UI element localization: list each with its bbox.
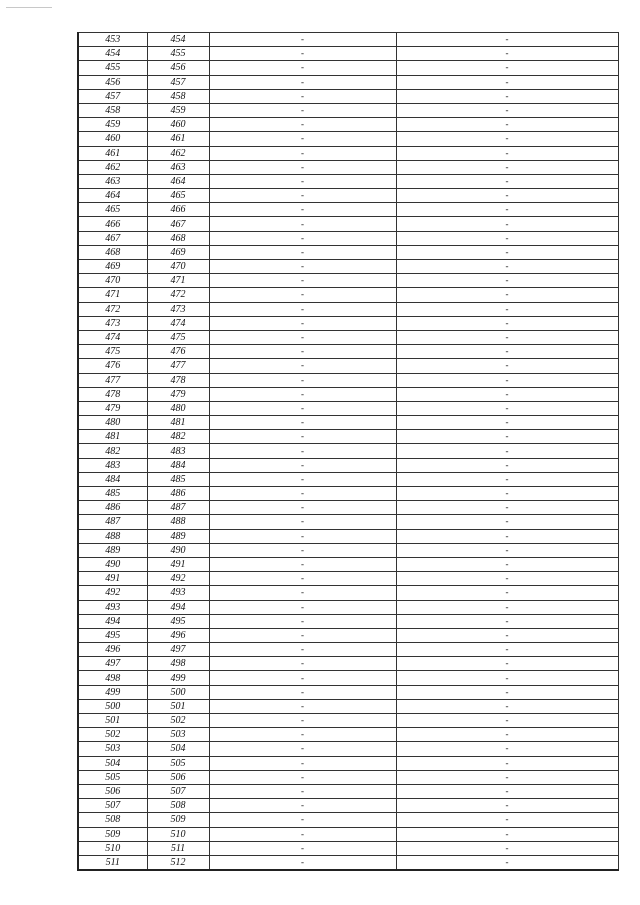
value-cell-a: - — [209, 132, 396, 146]
table-row — [78, 728, 618, 742]
range-end-cell: 460 — [147, 118, 209, 132]
range-end-cell: 459 — [147, 103, 209, 117]
value-cell-b: - — [396, 359, 618, 373]
value-cell-b: - — [396, 799, 618, 813]
range-start-cell: 461 — [78, 146, 147, 160]
table-row — [78, 260, 618, 274]
table-row — [78, 458, 618, 472]
value-cell-b: - — [396, 260, 618, 274]
table-row — [78, 359, 618, 373]
range-end-cell: 465 — [147, 189, 209, 203]
table-row — [78, 543, 618, 557]
table-row — [78, 628, 618, 642]
value-cell-a: - — [209, 146, 396, 160]
table-row — [78, 345, 618, 359]
table-row — [78, 756, 618, 770]
range-start-cell: 505 — [78, 770, 147, 784]
range-start-cell: 491 — [78, 572, 147, 586]
range-start-cell: 504 — [78, 756, 147, 770]
range-start-cell: 484 — [78, 472, 147, 486]
value-cell-b: - — [396, 89, 618, 103]
value-cell-b: - — [396, 444, 618, 458]
value-cell-a: - — [209, 330, 396, 344]
table-row — [78, 742, 618, 756]
range-end-cell: 503 — [147, 728, 209, 742]
table-row — [78, 47, 618, 61]
range-end-cell: 497 — [147, 643, 209, 657]
table-row — [78, 600, 618, 614]
table-row — [78, 61, 618, 75]
range-start-cell: 500 — [78, 699, 147, 713]
range-start-cell: 485 — [78, 487, 147, 501]
table-row — [78, 33, 618, 47]
range-end-cell: 509 — [147, 813, 209, 827]
value-cell-b: - — [396, 643, 618, 657]
table-row — [78, 174, 618, 188]
value-cell-b: - — [396, 671, 618, 685]
value-cell-a: - — [209, 841, 396, 855]
range-end-cell: 494 — [147, 600, 209, 614]
range-start-cell: 462 — [78, 160, 147, 174]
value-cell-b: - — [396, 756, 618, 770]
value-cell-b: - — [396, 430, 618, 444]
scan-mark — [6, 7, 52, 8]
value-cell-b: - — [396, 75, 618, 89]
table-row — [78, 245, 618, 259]
value-cell-b: - — [396, 416, 618, 430]
value-cell-b: - — [396, 728, 618, 742]
range-start-cell: 477 — [78, 373, 147, 387]
table-row — [78, 288, 618, 302]
value-cell-a: - — [209, 444, 396, 458]
range-start-cell: 478 — [78, 387, 147, 401]
value-cell-a: - — [209, 472, 396, 486]
value-cell-a: - — [209, 33, 396, 47]
range-start-cell: 468 — [78, 245, 147, 259]
range-end-cell: 470 — [147, 260, 209, 274]
value-cell-b: - — [396, 458, 618, 472]
table-row — [78, 855, 618, 870]
table-row — [78, 487, 618, 501]
value-cell-b: - — [396, 600, 618, 614]
table-row — [78, 685, 618, 699]
value-cell-a: - — [209, 302, 396, 316]
range-end-cell: 504 — [147, 742, 209, 756]
value-cell-a: - — [209, 728, 396, 742]
range-start-cell: 455 — [78, 61, 147, 75]
range-start-cell: 494 — [78, 614, 147, 628]
value-cell-a: - — [209, 231, 396, 245]
range-end-cell: 487 — [147, 501, 209, 515]
value-cell-a: - — [209, 217, 396, 231]
value-cell-a: - — [209, 714, 396, 728]
value-cell-a: - — [209, 614, 396, 628]
range-start-cell: 456 — [78, 75, 147, 89]
value-cell-a: - — [209, 274, 396, 288]
value-cell-a: - — [209, 501, 396, 515]
range-end-cell: 468 — [147, 231, 209, 245]
value-cell-a: - — [209, 529, 396, 543]
value-cell-b: - — [396, 231, 618, 245]
table-row — [78, 572, 618, 586]
value-cell-b: - — [396, 770, 618, 784]
value-cell-a: - — [209, 401, 396, 415]
range-start-cell: 469 — [78, 260, 147, 274]
value-cell-a: - — [209, 373, 396, 387]
value-cell-a: - — [209, 543, 396, 557]
value-cell-a: - — [209, 89, 396, 103]
table-row — [78, 529, 618, 543]
table-row — [78, 189, 618, 203]
range-start-cell: 506 — [78, 784, 147, 798]
table-row — [78, 217, 618, 231]
range-start-cell: 453 — [78, 33, 147, 47]
value-cell-b: - — [396, 47, 618, 61]
value-cell-b: - — [396, 118, 618, 132]
range-start-cell: 488 — [78, 529, 147, 543]
value-cell-b: - — [396, 742, 618, 756]
value-cell-b: - — [396, 345, 618, 359]
range-start-cell: 511 — [78, 855, 147, 870]
range-start-cell: 483 — [78, 458, 147, 472]
value-cell-a: - — [209, 61, 396, 75]
range-end-cell: 481 — [147, 416, 209, 430]
table-row — [78, 472, 618, 486]
value-cell-a: - — [209, 643, 396, 657]
range-end-cell: 462 — [147, 146, 209, 160]
range-start-cell: 501 — [78, 714, 147, 728]
value-cell-b: - — [396, 487, 618, 501]
value-cell-b: - — [396, 61, 618, 75]
value-cell-b: - — [396, 685, 618, 699]
value-cell-b: - — [396, 784, 618, 798]
value-cell-a: - — [209, 827, 396, 841]
table-row — [78, 444, 618, 458]
value-cell-a: - — [209, 855, 396, 870]
value-cell-a: - — [209, 742, 396, 756]
table-row — [78, 231, 618, 245]
value-cell-b: - — [396, 543, 618, 557]
table-row — [78, 302, 618, 316]
value-cell-a: - — [209, 813, 396, 827]
range-start-cell: 487 — [78, 515, 147, 529]
range-end-cell: 482 — [147, 430, 209, 444]
value-cell-a: - — [209, 685, 396, 699]
range-start-cell: 499 — [78, 685, 147, 699]
table-row — [78, 557, 618, 571]
range-start-cell: 489 — [78, 543, 147, 557]
range-end-cell: 496 — [147, 628, 209, 642]
range-start-cell: 470 — [78, 274, 147, 288]
table-row — [78, 614, 618, 628]
value-cell-a: - — [209, 430, 396, 444]
value-cell-b: - — [396, 401, 618, 415]
value-cell-a: - — [209, 657, 396, 671]
range-start-cell: 481 — [78, 430, 147, 444]
range-start-cell: 507 — [78, 799, 147, 813]
value-cell-b: - — [396, 628, 618, 642]
value-cell-b: - — [396, 855, 618, 870]
range-end-cell: 474 — [147, 316, 209, 330]
range-end-cell: 455 — [147, 47, 209, 61]
range-end-cell: 464 — [147, 174, 209, 188]
value-cell-b: - — [396, 302, 618, 316]
value-cell-b: - — [396, 657, 618, 671]
range-start-cell: 497 — [78, 657, 147, 671]
value-cell-b: - — [396, 714, 618, 728]
range-end-cell: 472 — [147, 288, 209, 302]
value-cell-b: - — [396, 330, 618, 344]
value-cell-a: - — [209, 600, 396, 614]
table-row — [78, 714, 618, 728]
range-end-cell: 490 — [147, 543, 209, 557]
range-start-cell: 459 — [78, 118, 147, 132]
table-row — [78, 330, 618, 344]
value-cell-a: - — [209, 515, 396, 529]
value-cell-b: - — [396, 501, 618, 515]
value-cell-a: - — [209, 203, 396, 217]
range-end-cell: 469 — [147, 245, 209, 259]
table-row — [78, 274, 618, 288]
range-end-cell: 478 — [147, 373, 209, 387]
range-start-cell: 472 — [78, 302, 147, 316]
table-row — [78, 118, 618, 132]
value-cell-b: - — [396, 813, 618, 827]
range-start-cell: 492 — [78, 586, 147, 600]
table-row — [78, 316, 618, 330]
range-end-cell: 475 — [147, 330, 209, 344]
range-start-cell: 503 — [78, 742, 147, 756]
value-cell-b: - — [396, 373, 618, 387]
range-end-cell: 486 — [147, 487, 209, 501]
table-row — [78, 401, 618, 415]
range-start-cell: 493 — [78, 600, 147, 614]
range-end-cell: 463 — [147, 160, 209, 174]
range-end-cell: 473 — [147, 302, 209, 316]
table-row — [78, 586, 618, 600]
table-row — [78, 671, 618, 685]
range-start-cell: 486 — [78, 501, 147, 515]
range-start-cell: 460 — [78, 132, 147, 146]
value-cell-a: - — [209, 245, 396, 259]
value-cell-b: - — [396, 827, 618, 841]
table-row — [78, 784, 618, 798]
range-end-cell: 471 — [147, 274, 209, 288]
range-start-cell: 475 — [78, 345, 147, 359]
value-cell-b: - — [396, 217, 618, 231]
range-start-cell: 510 — [78, 841, 147, 855]
range-start-cell: 498 — [78, 671, 147, 685]
value-cell-a: - — [209, 557, 396, 571]
value-cell-a: - — [209, 770, 396, 784]
table-row — [78, 89, 618, 103]
range-start-cell: 509 — [78, 827, 147, 841]
range-end-cell: 480 — [147, 401, 209, 415]
range-end-cell: 493 — [147, 586, 209, 600]
value-cell-a: - — [209, 316, 396, 330]
range-start-cell: 466 — [78, 217, 147, 231]
value-cell-a: - — [209, 458, 396, 472]
table-row — [78, 373, 618, 387]
range-start-cell: 479 — [78, 401, 147, 415]
table-row — [78, 430, 618, 444]
table-row — [78, 515, 618, 529]
value-cell-a: - — [209, 416, 396, 430]
value-cell-b: - — [396, 146, 618, 160]
range-end-cell: 501 — [147, 699, 209, 713]
range-end-cell: 508 — [147, 799, 209, 813]
range-end-cell: 456 — [147, 61, 209, 75]
value-cell-a: - — [209, 189, 396, 203]
range-start-cell: 495 — [78, 628, 147, 642]
range-end-cell: 457 — [147, 75, 209, 89]
table-row — [78, 146, 618, 160]
value-cell-a: - — [209, 799, 396, 813]
range-end-cell: 500 — [147, 685, 209, 699]
value-cell-b: - — [396, 586, 618, 600]
table-row — [78, 813, 618, 827]
range-start-cell: 467 — [78, 231, 147, 245]
range-start-cell: 482 — [78, 444, 147, 458]
range-end-cell: 499 — [147, 671, 209, 685]
value-cell-b: - — [396, 160, 618, 174]
range-end-cell: 479 — [147, 387, 209, 401]
value-cell-b: - — [396, 245, 618, 259]
value-cell-a: - — [209, 628, 396, 642]
value-cell-b: - — [396, 472, 618, 486]
range-start-cell: 458 — [78, 103, 147, 117]
range-start-cell: 508 — [78, 813, 147, 827]
value-cell-a: - — [209, 345, 396, 359]
range-start-cell: 464 — [78, 189, 147, 203]
range-end-cell: 491 — [147, 557, 209, 571]
table-row — [78, 203, 618, 217]
range-end-cell: 498 — [147, 657, 209, 671]
value-cell-b: - — [396, 572, 618, 586]
value-cell-a: - — [209, 359, 396, 373]
range-end-cell: 454 — [147, 33, 209, 47]
range-start-cell: 463 — [78, 174, 147, 188]
range-end-cell: 502 — [147, 714, 209, 728]
range-end-cell: 488 — [147, 515, 209, 529]
value-cell-a: - — [209, 47, 396, 61]
range-end-cell: 477 — [147, 359, 209, 373]
document-table — [77, 32, 619, 871]
table-body — [78, 33, 618, 871]
value-cell-a: - — [209, 75, 396, 89]
table-row — [78, 643, 618, 657]
table-row — [78, 799, 618, 813]
table-row — [78, 770, 618, 784]
value-cell-a: - — [209, 160, 396, 174]
value-cell-b: - — [396, 841, 618, 855]
range-start-cell: 473 — [78, 316, 147, 330]
range-end-cell: 512 — [147, 855, 209, 870]
value-cell-b: - — [396, 515, 618, 529]
table-row — [78, 160, 618, 174]
value-cell-b: - — [396, 614, 618, 628]
table-row — [78, 501, 618, 515]
range-start-cell: 454 — [78, 47, 147, 61]
table-row — [78, 841, 618, 855]
document-table-container — [77, 32, 617, 871]
value-cell-a: - — [209, 103, 396, 117]
table-row — [78, 657, 618, 671]
table-row — [78, 416, 618, 430]
range-end-cell: 505 — [147, 756, 209, 770]
range-end-cell: 483 — [147, 444, 209, 458]
value-cell-b: - — [396, 33, 618, 47]
range-end-cell: 507 — [147, 784, 209, 798]
value-cell-a: - — [209, 699, 396, 713]
value-cell-a: - — [209, 756, 396, 770]
value-cell-b: - — [396, 699, 618, 713]
value-cell-a: - — [209, 586, 396, 600]
value-cell-b: - — [396, 557, 618, 571]
range-start-cell: 471 — [78, 288, 147, 302]
range-start-cell: 474 — [78, 330, 147, 344]
value-cell-b: - — [396, 203, 618, 217]
range-end-cell: 467 — [147, 217, 209, 231]
range-start-cell: 490 — [78, 557, 147, 571]
range-start-cell: 480 — [78, 416, 147, 430]
range-end-cell: 511 — [147, 841, 209, 855]
range-end-cell: 485 — [147, 472, 209, 486]
range-end-cell: 489 — [147, 529, 209, 543]
range-start-cell: 457 — [78, 89, 147, 103]
table-row — [78, 699, 618, 713]
table-row — [78, 103, 618, 117]
table-row — [78, 75, 618, 89]
value-cell-a: - — [209, 260, 396, 274]
range-start-cell: 496 — [78, 643, 147, 657]
range-end-cell: 495 — [147, 614, 209, 628]
range-start-cell: 502 — [78, 728, 147, 742]
value-cell-b: - — [396, 387, 618, 401]
value-cell-b: - — [396, 274, 618, 288]
range-end-cell: 492 — [147, 572, 209, 586]
value-cell-a: - — [209, 487, 396, 501]
value-cell-a: - — [209, 784, 396, 798]
value-cell-b: - — [396, 132, 618, 146]
table-row — [78, 132, 618, 146]
range-start-cell: 465 — [78, 203, 147, 217]
range-end-cell: 458 — [147, 89, 209, 103]
value-cell-a: - — [209, 387, 396, 401]
value-cell-b: - — [396, 316, 618, 330]
value-cell-a: - — [209, 288, 396, 302]
value-cell-a: - — [209, 174, 396, 188]
value-cell-b: - — [396, 529, 618, 543]
range-end-cell: 461 — [147, 132, 209, 146]
table-row — [78, 827, 618, 841]
value-cell-b: - — [396, 103, 618, 117]
table-row — [78, 387, 618, 401]
value-cell-b: - — [396, 189, 618, 203]
range-end-cell: 510 — [147, 827, 209, 841]
range-end-cell: 476 — [147, 345, 209, 359]
range-start-cell: 476 — [78, 359, 147, 373]
value-cell-a: - — [209, 572, 396, 586]
value-cell-b: - — [396, 174, 618, 188]
range-end-cell: 484 — [147, 458, 209, 472]
value-cell-b: - — [396, 288, 618, 302]
value-cell-a: - — [209, 671, 396, 685]
value-cell-a: - — [209, 118, 396, 132]
range-end-cell: 466 — [147, 203, 209, 217]
range-end-cell: 506 — [147, 770, 209, 784]
